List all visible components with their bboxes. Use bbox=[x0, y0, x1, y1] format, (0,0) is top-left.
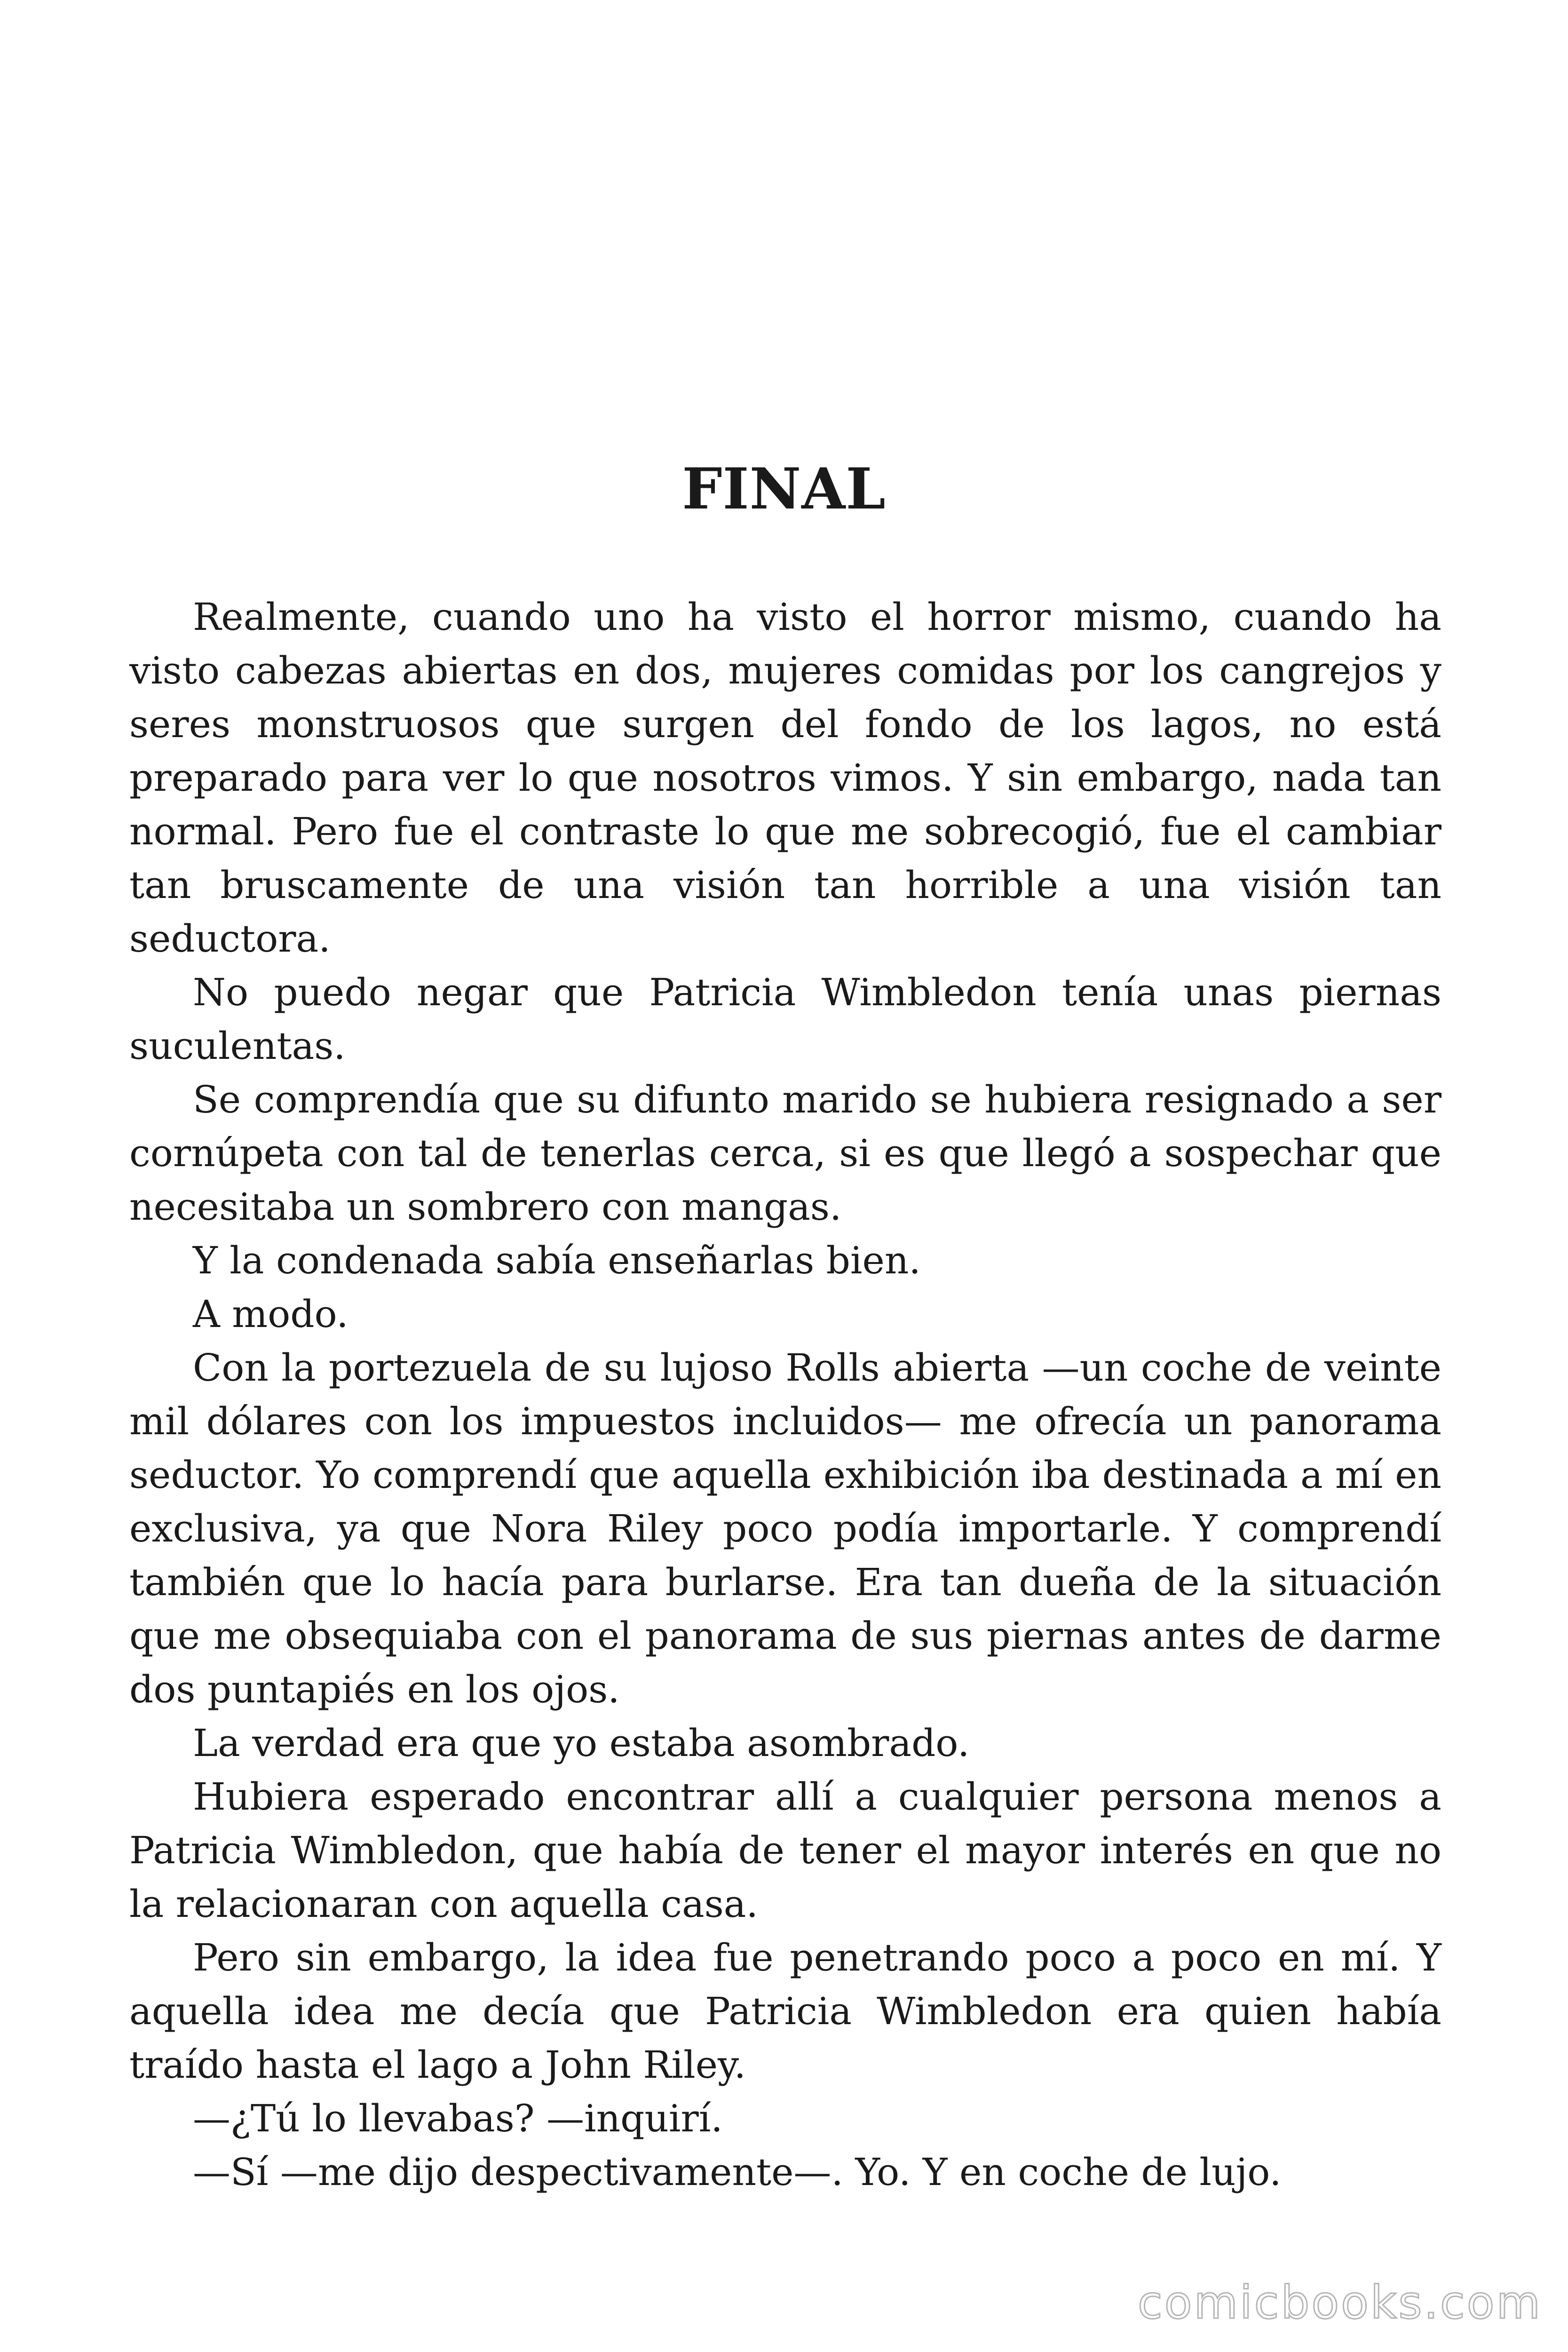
paragraph: Hubiera esperado encontrar allí a cualquier persona menos a Patricia Wimbledon, que había de tener el mayor interés en que no la relacionaran con aquella casa. bbox=[129, 1775, 1441, 1926]
paragraph: No puedo negar que Patricia Wimbledon tenía unas piernas suculentas. bbox=[129, 970, 1441, 1068]
paragraph: Y la condenada sabía enseñarlas bien. bbox=[193, 1239, 921, 1282]
paragraph: Se comprendía que su difunto marido se hubiera resignado a ser cornúpeta con tal de tenerlas cerca, si es que llegó a sospechar que necesitaba un sombrero con mangas. bbox=[129, 1078, 1441, 1229]
dialogue-line: —¿Tú lo llevabas? —inquirí. bbox=[193, 2097, 723, 2140]
dialogue-line: —Sí —me dijo despectivamente—. Yo. Y en coche de lujo. bbox=[193, 2150, 1282, 2194]
watermark: comicbooks.com bbox=[1137, 2276, 1542, 2329]
paragraph: A modo. bbox=[193, 1292, 348, 1336]
paragraph: Realmente, cuando uno ha visto el horror mismo, cuando ha visto cabezas abiertas en dos, mujeres comidas por los cangrejos y seres monstruosos que surgen del fondo de los lagos, no está preparado para ver lo que nosotros vimos. Y sin embargo, nada tan normal. Pero fue el contraste lo que me sobrecogió, fue el cambiar tan bruscamente de una visión tan horrible a una visión tan seductora. bbox=[129, 595, 1441, 961]
chapter-body bbox=[129, 590, 1441, 2199]
chapter-title: FINAL bbox=[682, 456, 886, 522]
paragraph: La verdad era que yo estaba asombrado. bbox=[193, 1721, 970, 1765]
paragraph: Con la portezuela de su lujoso Rolls abierta —un coche de veinte mil dólares con los impuestos incluidos— me ofrecía un panorama seductor. Yo comprendí que aquella exhibición iba destinada a mí en exclusiva, ya que Nora Riley poco podía importarle. Y comprendí también que lo hacía para burlarse. Era tan dueña de la situación que me obsequiaba con el panorama de sus piernas antes de darme dos puntapiés en los ojos. bbox=[129, 1346, 1441, 1711]
paragraph: Pero sin embargo, la idea fue penetrando poco a poco en mí. Y aquella idea me decía que Patricia Wimbledon era quien había traído hasta el lago a John Riley. bbox=[129, 1936, 1441, 2087]
